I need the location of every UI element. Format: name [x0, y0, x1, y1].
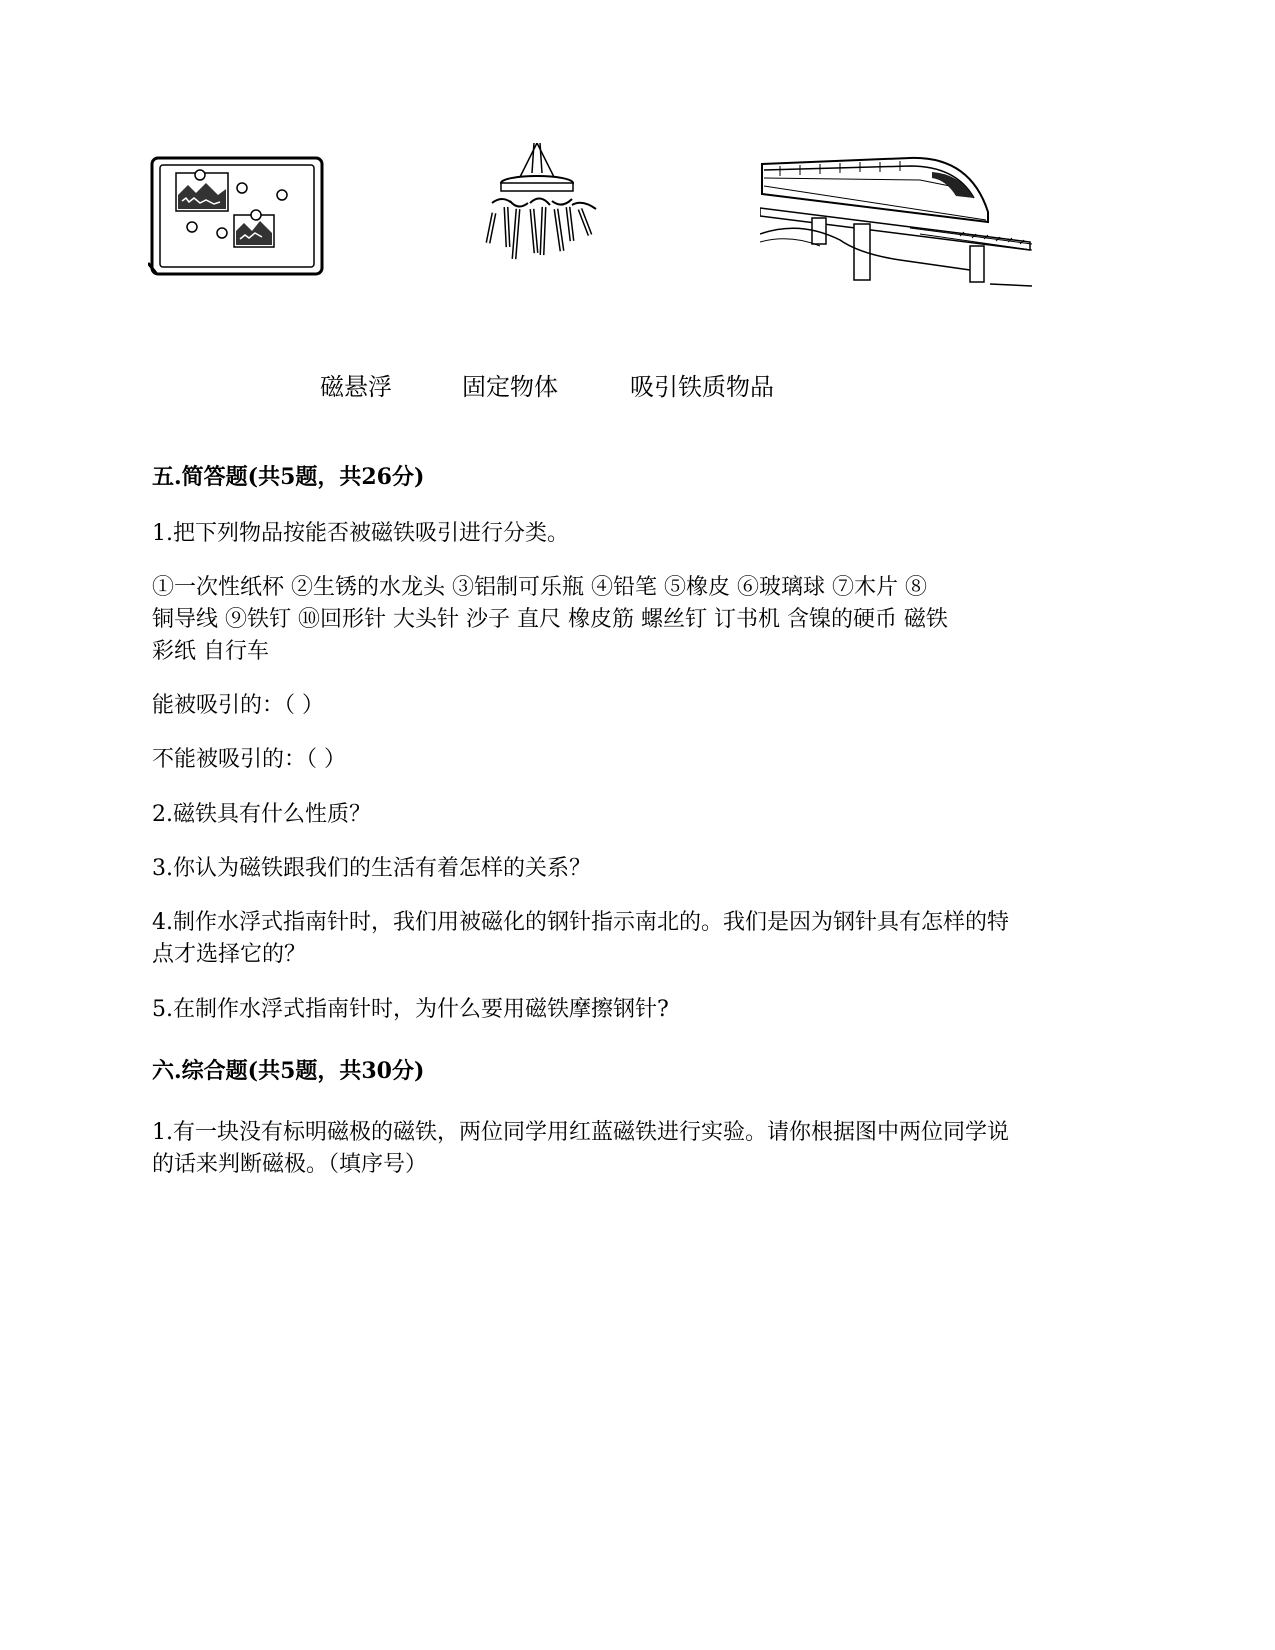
crane-magnet-illustration	[480, 143, 620, 278]
section5-q1: 1.把下列物品按能否被磁铁吸引进行分类。	[152, 521, 569, 546]
section5-q1-items-line1: ①一次性纸杯 ②生锈的水龙头 ③铝制可乐瓶 ④铅笔 ⑤橡皮 ⑥玻璃球 ⑦木片 ⑧	[152, 575, 927, 600]
caption-maglev: 磁悬浮	[320, 373, 392, 401]
section5-q1-items-line3: 彩纸 自行车	[152, 639, 269, 664]
section5-q4-line2: 点才选择它的？	[152, 942, 307, 967]
section5-q2: 2.磁铁具有什么性质？	[152, 802, 371, 827]
section5-heading: 五.简答题(共5题，共26分)	[152, 464, 425, 490]
section5-q3: 3.你认为磁铁跟我们的生活有着怎样的关系？	[152, 856, 591, 881]
maglev-train-illustration	[760, 150, 1035, 295]
section6-q1-line2: 的话来判断磁极。（填序号）	[152, 1152, 428, 1177]
section5-q5: 5.在制作水浮式指南针时，为什么要用磁铁摩擦钢针?	[152, 997, 669, 1022]
whiteboard-illustration	[148, 155, 328, 280]
answer-cannot-attract: 不能被吸引的：（ ）	[152, 747, 346, 772]
section5-q1-items-line2: 铜导线 ⑨铁钉 ⑩回形针 大头针 沙子 直尺 橡皮筋 螺丝钉 订书机 含镍的硬币 磁铁	[152, 607, 948, 632]
section5-q4-line1: 4.制作水浮式指南针时，我们用被磁化的钢针指示南北的。我们是因为钢针具有怎样的特	[152, 910, 1009, 935]
section6-q1-line1: 1.有一块没有标明磁极的磁铁，两位同学用红蓝磁铁进行实验。请你根据图中两位同学说	[152, 1120, 1009, 1145]
caption-attract-iron: 吸引铁质物品	[630, 373, 774, 401]
caption-fix-objects: 固定物体	[462, 373, 558, 401]
section6-heading: 六.综合题(共5题，共30分)	[152, 1058, 425, 1084]
answer-can-attract: 能被吸引的：（ ）	[152, 693, 324, 718]
